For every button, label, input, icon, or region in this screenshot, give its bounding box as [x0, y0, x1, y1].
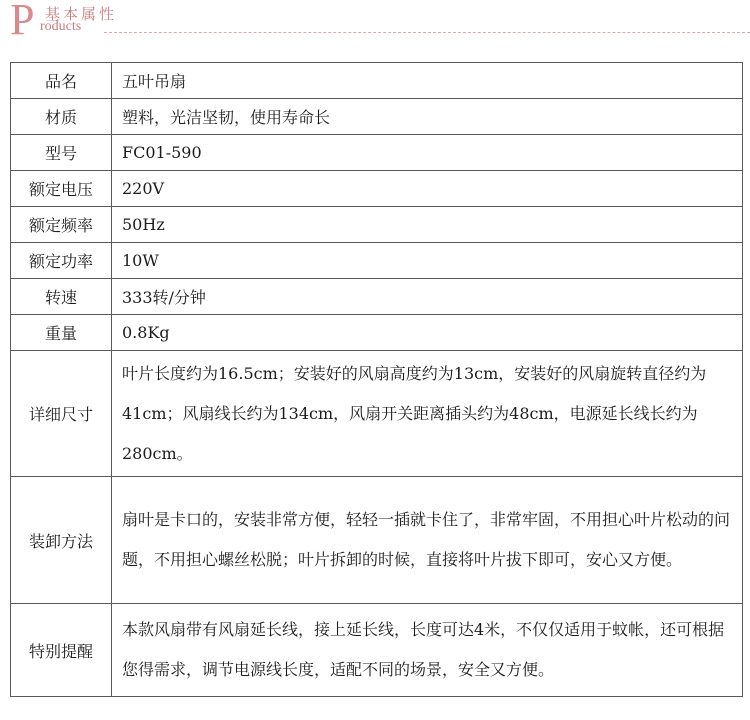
- spec-label: 重量: [11, 315, 112, 351]
- spec-label: 特别提醒: [11, 604, 112, 697]
- spec-value: 10W: [112, 243, 743, 279]
- spec-value: 333转/分钟: [112, 279, 743, 315]
- spec-value: 本款风扇带有风扇延长线，接上延长线，长度可达4米，不仅仅适用于蚊帐，还可根据您得需求，调节电源线长度，适配不同的场景，安全又方便。: [112, 604, 743, 697]
- spec-label: 转速: [11, 279, 112, 315]
- spec-label: 装卸方法: [11, 477, 112, 604]
- spec-row-name: [11, 63, 743, 99]
- section-header: [0, 0, 750, 44]
- spec-value: 0.8Kg: [112, 315, 743, 351]
- spec-row-model: [11, 135, 743, 171]
- header-divider: [104, 32, 750, 33]
- spec-label: 额定功率: [11, 243, 112, 279]
- spec-value: 50Hz: [112, 207, 743, 243]
- spec-value: 五叶吊扇: [112, 63, 743, 99]
- spec-row-voltage: [11, 171, 743, 207]
- spec-label: 额定电压: [11, 171, 112, 207]
- spec-row-dimensions: [11, 351, 743, 477]
- spec-row-weight: [11, 315, 743, 351]
- spec-value: 220V: [112, 171, 743, 207]
- spec-label: 型号: [11, 135, 112, 171]
- products-logo-letter: P: [10, 0, 35, 44]
- spec-value: 叶片长度约为16.5cm；安装好的风扇高度约为13cm，安装好的风扇旋转直径约为41cm；风扇线长约为134cm，风扇开关距离插头约为48cm，电源延长线长约为280cm。: [112, 351, 743, 477]
- section-title-cn: 基本属性: [45, 5, 118, 23]
- spec-value: 塑料，光洁坚韧，使用寿命长: [112, 99, 743, 135]
- section-title-en: roducts: [40, 19, 82, 34]
- spec-row-frequency: [11, 207, 743, 243]
- spec-row-power: [11, 243, 743, 279]
- spec-row-install: [11, 477, 743, 604]
- spec-table: [10, 62, 743, 697]
- spec-label: 材质: [11, 99, 112, 135]
- spec-value: 扇叶是卡口的，安装非常方便，轻轻一插就卡住了，非常牢固，不用担心叶片松动的问题，不用担心螺丝松脱；叶片拆卸的时候，直接将叶片拔下即可，安心又方便。: [112, 477, 743, 604]
- spec-label: 品名: [11, 63, 112, 99]
- spec-row-material: [11, 99, 743, 135]
- spec-label: 额定频率: [11, 207, 112, 243]
- spec-label: 详细尺寸: [11, 351, 112, 477]
- spec-row-speed: [11, 279, 743, 315]
- spec-row-notice: [11, 604, 743, 697]
- spec-value: FC01-590: [112, 135, 743, 171]
